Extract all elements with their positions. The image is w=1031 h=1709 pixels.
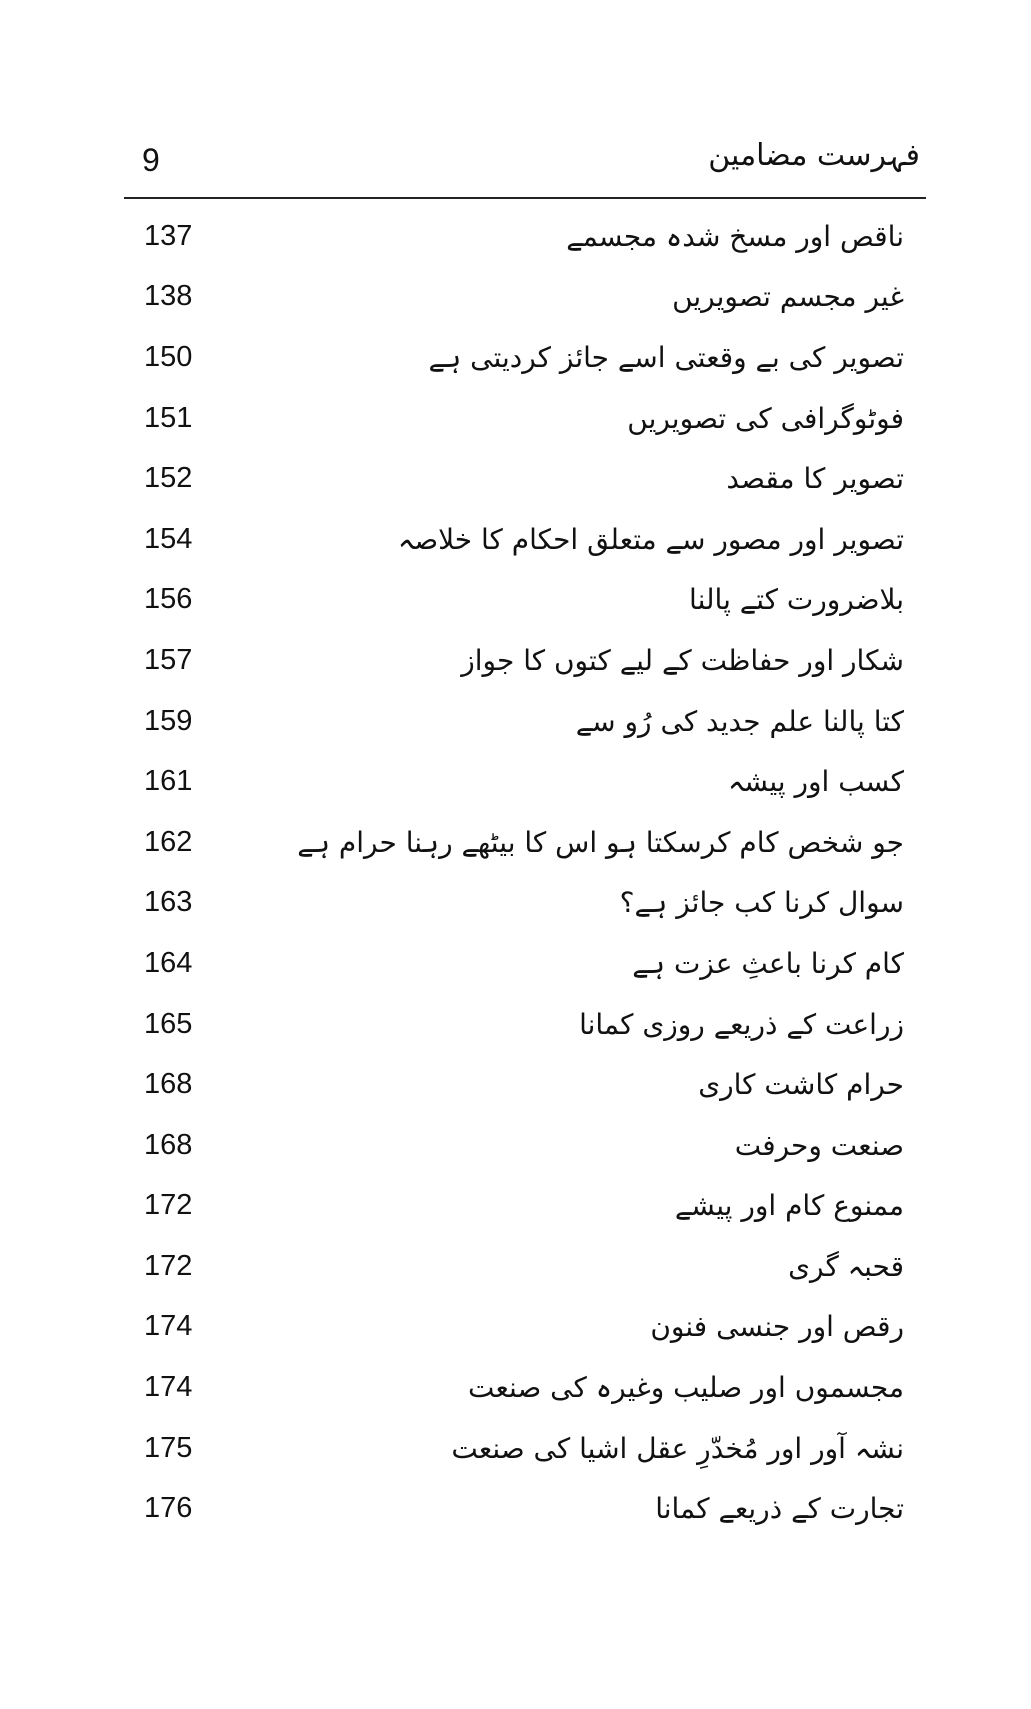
toc-entry <box>124 873 926 934</box>
toc-entry-page-number: 161 <box>144 765 193 798</box>
toc-entry-page-number: 168 <box>144 1068 193 1101</box>
toc-entry <box>124 933 926 994</box>
header-rule <box>124 197 926 199</box>
toc-entry-title: تصویر کا مقصد <box>726 462 904 496</box>
toc-entry <box>124 1176 926 1237</box>
toc-entry <box>124 1357 926 1418</box>
toc-entry-page-number: 151 <box>144 401 193 434</box>
toc-entry <box>124 1236 926 1297</box>
toc-entry-page-number: 175 <box>144 1431 193 1464</box>
toc-entry-title: فوٹوگرافی کی تصویریں <box>627 401 904 435</box>
toc-entry-title: رقص اور جنسی فنون <box>650 1310 904 1344</box>
toc-entry-page-number: 156 <box>144 583 193 616</box>
toc-entry-page-number: 157 <box>144 643 193 676</box>
toc-entry <box>124 327 926 388</box>
toc-entry-title: صنعت وحرفت <box>734 1128 904 1162</box>
toc-entry-page-number: 138 <box>144 280 193 313</box>
toc-entry-page-number: 137 <box>144 219 193 252</box>
toc-entry-title: تصویر اور مصور سے متعلق احکام کا خلاصہ <box>397 522 904 556</box>
toc-entry-page-number: 168 <box>144 1128 193 1161</box>
toc-entry-page-number: 172 <box>144 1249 193 1282</box>
table-of-contents <box>124 206 926 1539</box>
toc-entry-title: ناقص اور مسخ شدہ مجسمے <box>566 219 904 253</box>
toc-entry-page-number: 174 <box>144 1371 193 1404</box>
toc-entry-title: تجارت کے ذریعے کمانا <box>655 1492 904 1526</box>
toc-entry-title: کام کرنا باعثِ عزت ہے <box>632 946 904 980</box>
toc-entry-title: کسب اور پیشہ <box>727 765 904 799</box>
toc-entry-title: حرام کاشت کاری <box>698 1068 904 1102</box>
toc-entry-page-number: 152 <box>144 462 193 495</box>
toc-entry-page-number: 176 <box>144 1492 193 1525</box>
toc-entry <box>124 1054 926 1115</box>
toc-entry-title: شکار اور حفاظت کے لیے کتوں کا جواز <box>461 643 904 677</box>
toc-entry-page-number: 162 <box>144 825 193 858</box>
toc-entry-title: ممنوع کام اور پیشے <box>674 1189 904 1223</box>
toc-entry <box>124 448 926 509</box>
toc-entry-title: نشہ آور اور مُخدّرِ عقل اشیا کی صنعت <box>451 1431 904 1465</box>
toc-entry-title: کتا پالنا علم جدید کی رُو سے <box>575 704 904 738</box>
toc-entry <box>124 691 926 752</box>
toc-entry-title: مجسموں اور صلیب وغیرہ کی صنعت <box>468 1371 904 1405</box>
toc-entry <box>124 206 926 267</box>
toc-entry <box>124 509 926 570</box>
header-title: فہرست مضامین <box>708 138 920 173</box>
toc-entry <box>124 1297 926 1358</box>
toc-entry <box>124 388 926 449</box>
toc-entry-title: زراعت کے ذریعے روزی کمانا <box>579 1007 904 1041</box>
toc-entry <box>124 630 926 691</box>
toc-entry-page-number: 164 <box>144 946 193 979</box>
toc-entry-title: بلاضرورت کتے پالنا <box>689 583 904 617</box>
toc-entry <box>124 570 926 631</box>
toc-entry-page-number: 165 <box>144 1007 193 1040</box>
toc-entry <box>124 1478 926 1539</box>
toc-entry <box>124 994 926 1055</box>
toc-entry-page-number: 159 <box>144 704 193 737</box>
page-number: 9 <box>142 142 160 178</box>
toc-entry-page-number: 172 <box>144 1189 193 1222</box>
page-header <box>124 138 926 198</box>
toc-entry <box>124 1418 926 1479</box>
toc-entry-page-number: 150 <box>144 340 193 373</box>
toc-entry <box>124 267 926 328</box>
toc-entry-title: سوال کرنا کب جائز ہے؟ <box>619 886 904 920</box>
toc-entry <box>124 1115 926 1176</box>
toc-entry-page-number: 154 <box>144 522 193 555</box>
toc-entry-page-number: 163 <box>144 886 193 919</box>
toc-entry <box>124 751 926 812</box>
toc-entry-title: غیر مجسم تصویریں <box>672 280 904 314</box>
toc-entry-title: جو شخص کام کرسکتا ہو اس کا بیٹھے رہنا حرام ہے <box>297 825 904 859</box>
toc-entry-page-number: 174 <box>144 1310 193 1343</box>
toc-entry-title: تصویر کی بے وقعتی اسے جائز کردیتی ہے <box>428 340 904 374</box>
toc-entry-title: قحبہ گری <box>788 1249 904 1283</box>
toc-entry <box>124 812 926 873</box>
